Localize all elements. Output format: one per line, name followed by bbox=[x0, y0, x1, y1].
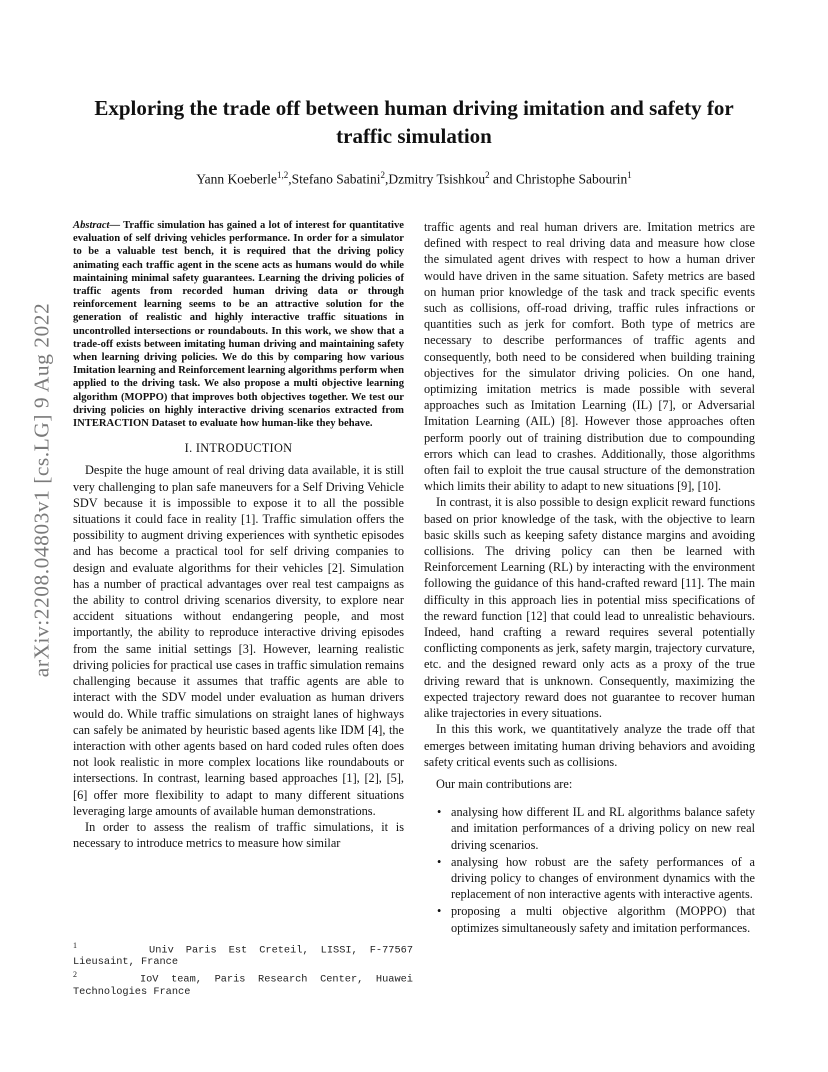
author-name: Stefano Sabatini bbox=[291, 171, 381, 187]
list-item bbox=[424, 854, 755, 903]
list-item bbox=[424, 804, 755, 853]
footnote-text: Univ Paris Est Creteil, LISSI, F-77567 Lieusaint, France bbox=[73, 944, 413, 969]
bullet-icon: • bbox=[437, 904, 442, 919]
list-item bbox=[424, 903, 755, 935]
abstract bbox=[73, 219, 404, 430]
paper-title-line-1: Exploring the trade off between human driving imitation and safety for bbox=[94, 96, 734, 120]
list-item-text: analysing how different IL and RL algorithms balance safety and imitation performances of a driving policy on new real driving scenarios. bbox=[451, 805, 755, 852]
list-item-text: proposing a multi objective algorithm (MOPPO) that optimizes simultaneously safety and imitation performances. bbox=[451, 904, 755, 935]
author-list bbox=[60, 170, 768, 188]
author-affiliation: 2 bbox=[380, 170, 386, 180]
arxiv-identifier-stamp bbox=[22, 290, 62, 690]
author-separator: and bbox=[489, 171, 516, 187]
paper-title-line-2: traffic simulation bbox=[336, 124, 492, 148]
abstract-text: Traffic simulation has gained a lot of interest for quantitative evaluation of self driving vehicles performance. In order for a simulator to be a valuable test bench, it is required that the driving policy animating each traffic agent in the scene acts as humans would do while maintaining minimal safety guarantees. Learning the driving policies of traffic agents from recorded human driving data or through reinforcement learning seems to be an attractive solution for the generation of realistic and highly interactive traffic situations in uncontrolled intersections or roundabouts. In this work, we show that a trade-off exists between imitating human driving and maintaining safety when learning driving policies. We do this by comparing how various Imitation learning and Reinforcement learning algorithms perform when applied to the driving task. We also propose a multi objective learning algorithm (MOPPO) that improves both objectives together. We test our driving policies on highly interactive driving scenarios extracted from INTERACTION Dataset to evaluate how human-like they behave. bbox=[73, 220, 404, 430]
contributions-list bbox=[424, 804, 755, 936]
author-name: Dzmitry Tsishkou bbox=[388, 171, 486, 187]
author-name: Yann Koeberle bbox=[196, 171, 278, 187]
author-affiliation: 1 bbox=[627, 170, 632, 180]
footnotes bbox=[73, 940, 413, 999]
body-paragraph: Despite the huge amount of real driving data available, it is still very challenging to plan safe maneuvers for a Self Driving Vehicle SDV because it is impossible to expose it to all the possible situations it could face in reality [1]. Traffic simulation offers the possibility to augment driving experiences with synthetic episodes and has become a practical tool for self driving companies to design and evaluate algorithms for their vehicles [2]. Simulation has a number of practical advantages over real test campaigns as the ability to control driving scenarios diversity, to explore near accident situations without endangering people, and most importantly, the ability to reproduce interactive driving episodes from the same initial settings [3]. However, learning realistic driving policies for practical use cases in traffic simulation remains challenging because it assumes that traffic agents are able to interact with the SDV model under evaluation as human drivers would do. While traffic simulations on straight lanes of highways can safely be animated by heuristic based agents like IDM [4], the interaction with other agents based on hard coded rules often does not look realistic in more complex locations like roundabouts or intersections. In contrast, learning based approaches [1], [2], [5], [6] offer more flexibility to adapt to many different situations leveraging large amounts of available human demonstrations. bbox=[73, 463, 404, 818]
body-paragraph: In this this work, we quantitatively analyze the trade off that emerges between imitating human driving behaviors and avoiding safety critical events such as collisions. bbox=[424, 722, 755, 769]
author-separator: , bbox=[385, 171, 389, 187]
footnote bbox=[73, 940, 413, 968]
author-affiliation: 2 bbox=[485, 170, 490, 180]
footnote bbox=[73, 969, 413, 997]
right-column bbox=[424, 219, 755, 937]
footnote-text: IoV team, Paris Research Center, Huawei Technologies France bbox=[73, 973, 413, 998]
footnote-mark: 2 bbox=[73, 970, 77, 980]
bullet-icon: • bbox=[437, 854, 442, 869]
author-name: Christophe Sabourin bbox=[515, 171, 628, 187]
body-paragraph: In contrast, it is also possible to design explicit reward functions based on prior knowledge of the task, with the objective to learn basic skills such as keeping safety distance margins and avoiding collisions. The driving policy can then be learned with Reinforcement Learning (RL) by interacting with the environment following the guidance of this hand-crafted reward [11]. The main difficulty in this approach lies in potential miss specifications of the reward function [12] that could lead to unrealistic behaviours. Indeed, hand crafting a reward requires several potentially conflicting components as jerk, safety margin, trajectory curvature, etc. and the designed reward only acts as a proxy of the true driving reward that is unknown. Consequently, maximizing the expected trajectory reward does not guarantee to recover human alike trajectories in every situations. bbox=[424, 495, 755, 721]
arxiv-identifier-text: arXiv:2208.04803v1 [cs.LG] 9 Aug 2022 bbox=[29, 302, 54, 678]
paper-title bbox=[60, 94, 768, 150]
left-column bbox=[73, 219, 404, 851]
list-item-text: analysing how robust are the safety performances of a driving policy to changes of environment dynamics with the replacement of non interactive agents with interactive agents. bbox=[451, 854, 755, 902]
body-paragraph: In order to assess the realism of traffic simulations, it is necessary to introduce metrics to measure how similar bbox=[73, 819, 404, 851]
bullet-icon: • bbox=[437, 805, 442, 820]
contributions-intro: Our main contributions are: bbox=[436, 776, 573, 791]
footnote-mark: 1 bbox=[73, 941, 77, 950]
author-affiliation: 1,2 bbox=[277, 170, 289, 180]
section-heading: I. INTRODUCTION bbox=[184, 441, 293, 456]
author-separator: , bbox=[288, 171, 292, 187]
body-paragraph: traffic agents and real human drivers are. Imitation metrics are defined with respect to real driving data and measure how close the simulated agent drives with respect to how a human driver would have driven in the same situation. Safety metrics are based on human prior knowledge of the task and track specific events such as collisions, off-road driving, traffic rules infractions or quantities such as jerk for comfort. Both type of metrics are necessary to describe performances of traffic agents and consequently, both need to be considered when building training objectives for the simulator driving policies. On one hand, optimizing imitation metrics is made possible with several approaches such as Imitation Learning (IL) [7], or Adversarial Imitation Learning (AIL) [8]. However those approaches often perform poorly out of training distribution due to compounding errors which can lead to crashes. Additionally, those algorithms often fail to exploit the true causal structure of the demonstration which limits their ability to adapt to new situations [9], [10]. bbox=[424, 220, 755, 494]
abstract-label: Abstract— bbox=[73, 220, 121, 231]
